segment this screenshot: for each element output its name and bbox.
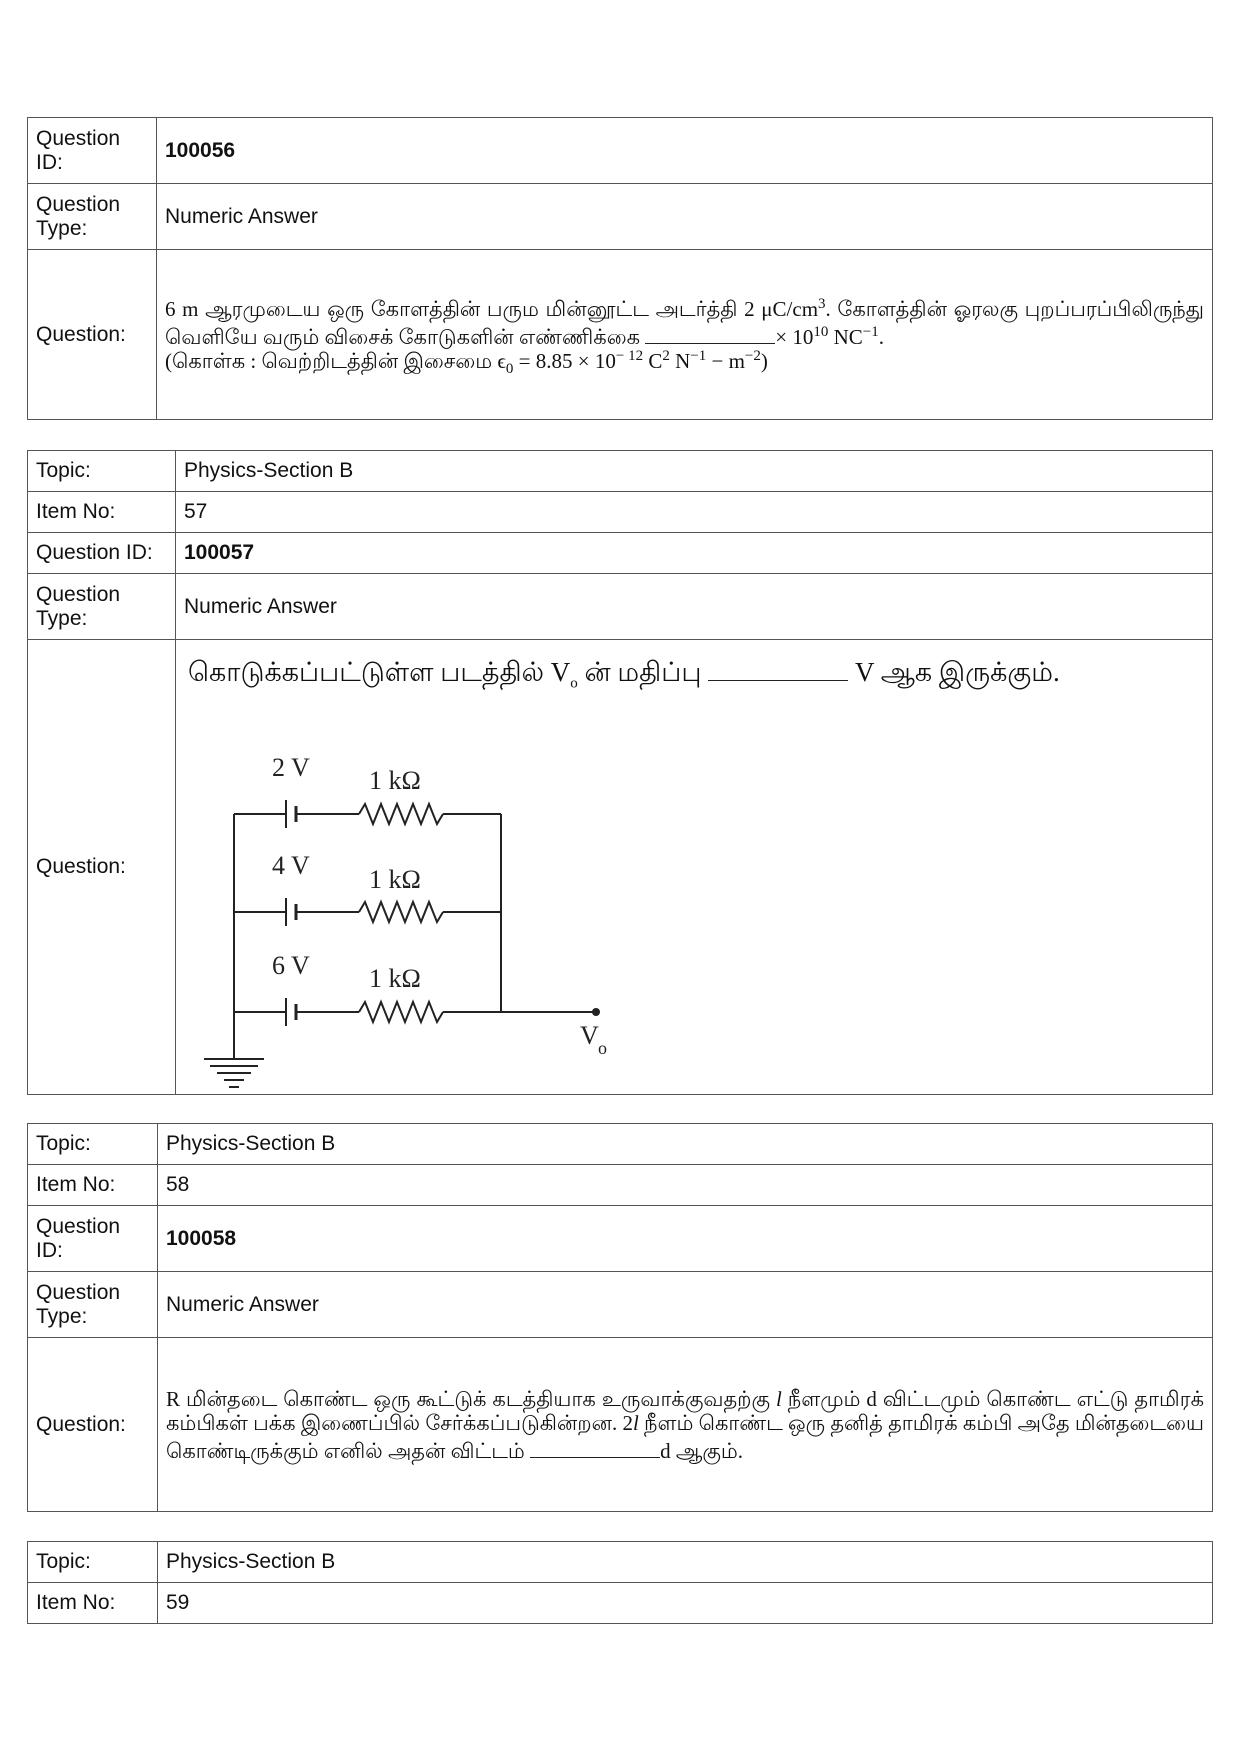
item-label: Item No: [28,1583,158,1624]
q-text-a: R மின்தடை கொண்ட ஒரு கூட்டுக் கடத்தியாக உருவாக்குவதற்கு [166,1386,776,1411]
note-sup-4: −2 [744,347,761,364]
question-type-row [28,184,1213,250]
question-type-label: Question Type: [28,1272,158,1338]
question-id-label: Question ID: [28,533,176,574]
q-sup-2: 10 [813,323,829,340]
resistor-label-1: 1 kΩ [369,766,421,795]
question-type-label: Question Type: [28,184,157,250]
q-sup-3: −1 [862,323,879,340]
note-f: ) [760,348,768,373]
answer-blank [530,1435,660,1458]
question-type-label: Question Type: [28,574,176,640]
q-text-d: d ஆகும். [660,1438,744,1463]
q-text-1a: 6 m ஆரமுடைய ஒரு கோளத்தின் பரும மின்னூட்ட அடர்த்தி 2 μC/cm [165,296,819,321]
question-text [176,640,1212,690]
circuit-diagram [176,694,696,1094]
question-text [157,250,1213,420]
question-row [28,250,1213,420]
q-sub: o [570,675,578,692]
item-value: 59 [158,1583,1213,1624]
q-sup-1: 3 [818,295,826,312]
resistor-1 [359,804,443,824]
question-table-59 [27,1541,1213,1624]
question-label: Question: [28,250,157,420]
resistor-2 [359,902,443,922]
question-type-value: Numeric Answer [158,1272,1213,1338]
note-e: − m [706,348,745,373]
topic-row [28,1124,1213,1165]
q-length-1: l [775,1386,782,1411]
q-text-1b: . கோளத்தின் ஓரலகு புறப்பரப்பிலிருந்து வெளியே வரும் விசைக் கோடுகளின் எண்ணிக்கை [165,296,1204,349]
q-text-b: ன் மதிப்பு [577,657,702,687]
cell-label-3: 6 V [272,951,310,980]
topic-label: Topic: [28,1542,158,1583]
question-row [28,1338,1213,1512]
topic-row [28,1542,1213,1583]
note-c: C [643,348,663,373]
q-text-2b: NC [828,324,863,349]
question-id-row [28,533,1213,574]
note-sup-3: −1 [690,347,707,364]
note-b: = 8.85 × 10 [513,348,616,373]
question-id-label: Question ID: [28,118,157,184]
note-d: N [669,348,691,373]
resistor-3 [359,1002,443,1022]
item-label: Item No: [28,1165,158,1206]
answer-blank [708,658,848,681]
q-text-2a: × 10 [775,324,814,349]
question-table-100056 [27,117,1213,420]
question-row [28,640,1213,1095]
item-value: 58 [158,1165,1213,1206]
output-terminal [592,1008,600,1016]
question-type-row [28,574,1213,640]
question-paragraph [166,1387,1204,1463]
question-paragraph [165,297,1204,349]
item-label: Item No: [28,492,176,533]
resistor-label-2: 1 kΩ [369,865,421,894]
question-type-row [28,1272,1213,1338]
question-type-value: Numeric Answer [176,574,1213,640]
q-text-b: நீளமும் d விட்டமும் கொண்ட எட்டு தாமிரக் கம்பிகள் பக்க இணைப்பில் சேர்க்கப்படுகின்றன. 2 [166,1386,1204,1435]
question-id-label: Question ID: [28,1206,158,1272]
question-id-value: 100058 [158,1206,1213,1272]
note-a: (கொள்க : வெற்றிடத்தின் இசைமை ϵ [165,348,506,373]
question-note [165,347,1204,377]
q-length-2: l [632,1410,639,1435]
note-sup-2: 2 [662,347,670,364]
item-row [28,1165,1213,1206]
answer-blank [645,321,775,344]
topic-row [28,451,1213,492]
q-text-a: கொடுக்கப்பட்டுள்ள படத்தில் V [188,657,571,687]
item-row [28,1583,1213,1624]
question-label: Question: [28,1338,158,1512]
question-table-100057 [27,450,1213,1095]
topic-label: Topic: [28,451,176,492]
topic-label: Topic: [28,1124,158,1165]
question-content [176,640,1213,1095]
cell-label-1: 2 V [272,753,310,782]
q-text-2c: . [878,324,885,349]
cell-label-2: 4 V [272,851,310,880]
topic-value: Physics-Section B [176,451,1213,492]
item-value: 57 [176,492,1213,533]
question-id-row [28,1206,1213,1272]
topic-value: Physics-Section B [158,1542,1213,1583]
resistor-label-3: 1 kΩ [369,964,421,993]
item-row [28,492,1213,533]
question-label: Question: [28,640,176,1095]
question-type-value: Numeric Answer [157,184,1213,250]
note-sup-1: − 12 [615,347,644,364]
topic-value: Physics-Section B [158,1124,1213,1165]
output-label-sub: o [598,1038,607,1058]
question-text [158,1338,1213,1512]
output-label: V [580,1021,599,1050]
note-sub: 0 [505,360,514,377]
q-text-c: நீளம் கொண்ட ஒரு தனித் தாமிரக் கம்பி அதே மின்தடையை கொண்டிருக்கும் எனில் அதன் விட்டம் [166,1410,1205,1463]
question-table-100058 [27,1123,1213,1512]
question-id-row [28,118,1213,184]
q-text-c: V ஆக இருக்கும். [848,657,1060,687]
question-id-value: 100056 [157,118,1213,184]
question-id-value: 100057 [176,533,1213,574]
